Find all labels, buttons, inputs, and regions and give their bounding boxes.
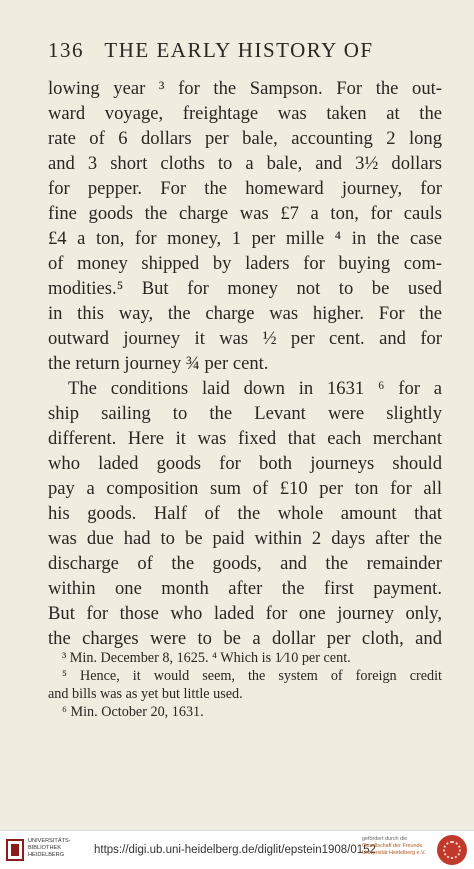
funder-seal-icon bbox=[437, 835, 467, 865]
text-line: outward journey it was ½ per cent. and for bbox=[48, 328, 442, 349]
body-text bbox=[48, 76, 442, 651]
text-line: ship sailing to the Levant were slightly bbox=[48, 403, 442, 424]
footnote-line: ³ Min. December 8, 1625. ⁴ Which is 1⁄10 per cent. bbox=[62, 650, 351, 666]
text-line: fine goods the charge was £7 a ton, for cauls bbox=[48, 203, 442, 224]
text-line: in this way, the charge was higher. For the bbox=[48, 303, 442, 324]
text-line: the return journey ¾ per cent. bbox=[48, 353, 269, 374]
running-title: THE EARLY HISTORY OF bbox=[104, 38, 374, 62]
text-line: But for those who laded for one journey only, bbox=[48, 603, 442, 624]
footnotes bbox=[48, 649, 442, 721]
text-line: the charges were to be a dollar per cloth, and bbox=[48, 628, 442, 649]
text-line: £4 a ton, for money, 1 per mille ⁴ in the case bbox=[48, 228, 442, 249]
funded-label: gefördert durch die bbox=[362, 836, 408, 842]
text-line: different. Here it was fixed that each merchant bbox=[48, 428, 442, 449]
running-header bbox=[48, 38, 448, 63]
viewer-footer bbox=[0, 830, 474, 869]
page-number: 136 bbox=[48, 38, 84, 62]
funding-note bbox=[362, 836, 434, 857]
permalink-url[interactable]: https://digi.ub.uni-heidelberg.de/diglit/epstein1908/0152 bbox=[94, 844, 376, 856]
text-line: ward voyage, freightage was taken at the bbox=[48, 103, 442, 124]
library-logo-icon bbox=[6, 839, 24, 861]
text-line: was due had to be paid within 2 days after the bbox=[48, 528, 442, 549]
text-line: of money shipped by laders for buying com- bbox=[48, 253, 442, 274]
text-line: pay a composition sum of £10 per ton for all bbox=[48, 478, 442, 499]
text-line: rate of 6 dollars per bale, accounting 2 long bbox=[48, 128, 442, 149]
text-line: modities.⁵ But for money not to be used bbox=[48, 278, 442, 299]
footnote-line: and bills was as yet but little used. bbox=[48, 686, 243, 702]
footnote-line: ⁶ Min. October 20, 1631. bbox=[62, 704, 204, 720]
text-line: for pepper. For the homeward journey, for bbox=[48, 178, 442, 199]
funder-name: Gesellschaft der Freunde Universität Heidelberg e.V. bbox=[362, 843, 426, 856]
library-name: UNIVERSITÄTS-BIBLIOTHEK HEIDELBERG bbox=[28, 838, 71, 858]
text-line: discharge of the goods, and the remainder bbox=[48, 553, 442, 574]
text-line: within one month after the first payment. bbox=[48, 578, 442, 599]
text-line: his goods. Half of the whole amount that bbox=[48, 503, 442, 524]
text-line: lowing year ³ for the Sampson. For the out- bbox=[48, 78, 442, 99]
text-line: who laded goods for both journeys should bbox=[48, 453, 442, 474]
footnote-line: ⁵ Hence, it would seem, the system of foreign credit bbox=[62, 668, 442, 684]
text-line: The conditions laid down in 1631 ⁶ for a bbox=[68, 378, 442, 399]
text-line: and 3 short cloths to a bale, and 3½ dollars bbox=[48, 153, 442, 174]
